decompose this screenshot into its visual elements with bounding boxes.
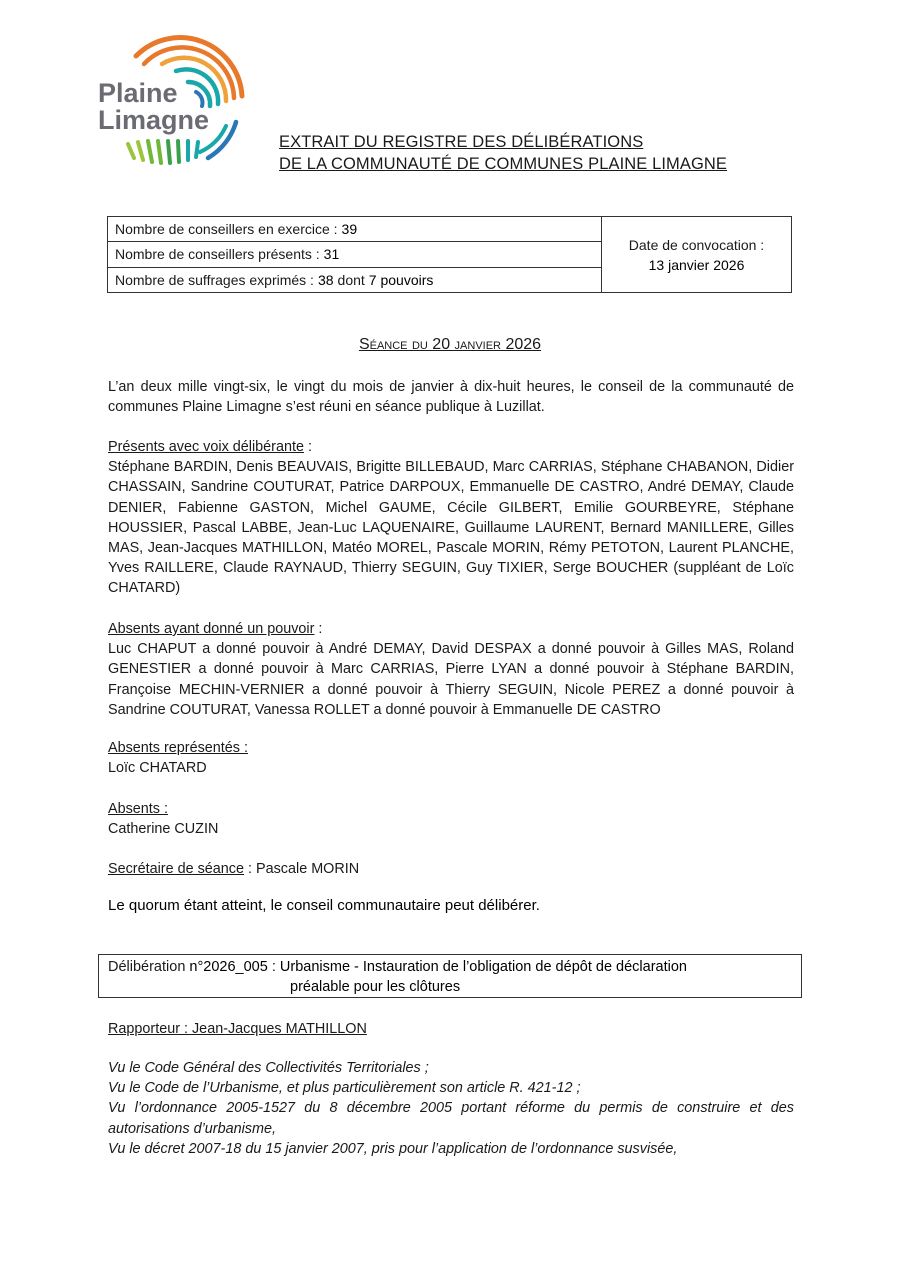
deliberation-line-1	[108, 957, 793, 977]
suffrages-label: Nombre de suffrages exprimés :	[115, 271, 314, 288]
title-line-2: DE LA COMMUNAUTÉ DE COMMUNES PLAINE LIMAGNE	[279, 155, 728, 173]
visa-item: Vu l’ordonnance 2005-1527 du 8 décembre 2005 portant réforme du permis de construire et des autorisations d’urbanisme,	[108, 1100, 794, 1137]
conseillers-exercice-row	[108, 217, 601, 242]
document-title	[279, 131, 727, 175]
rapporteur-section	[108, 1019, 794, 1039]
visa-item: Vu le Code Général des Collectivités Territoriales ;	[108, 1060, 429, 1076]
suffrages-mid: dont	[337, 271, 365, 288]
absents-pouvoir-list: Luc CHAPUT a donné pouvoir à André DEMAY, David DESPAX a donné pouvoir à Gilles MAS, Roland GENESTIER a donné pouvoir à Marc CARRIAS, Pierre LYAN a donné pouvoir à Stéphane BARDIN, Françoise MECHIN-VERNIER a donné pouvoir à Thierry SEGUIN, Nicole PEREZ a donné pouvoir à Sandrine COUTURAT, Vanessa ROLLET a donné pouvoir à Emmanuelle DE CASTRO	[108, 641, 794, 718]
deliberation-label: Délibération	[108, 959, 186, 975]
secretaire-name: : Pascale MORIN	[244, 861, 360, 877]
absents-representes-label: Absents représentés :	[108, 740, 248, 756]
council-info-table	[107, 216, 792, 293]
council-counts	[108, 217, 602, 292]
exercice-value: 39	[341, 221, 358, 238]
logo-graphic	[96, 26, 246, 171]
presents-colon: :	[303, 439, 312, 455]
presents-value: 31	[323, 246, 340, 263]
absents-label: Absents :	[108, 801, 168, 817]
exercice-label: Nombre de conseillers en exercice :	[115, 221, 338, 238]
suffrages-value: 38	[317, 271, 334, 288]
pouvoirs-value: 7 pouvoirs	[368, 271, 434, 288]
absents-pouvoir-colon: :	[314, 621, 323, 637]
visa-item: Vu le décret 2007-18 du 15 janvier 2007, pris pour l’application de l’ordonnance susvisée,	[108, 1140, 678, 1157]
absents-pouvoir-section	[108, 619, 794, 720]
plaine-limagne-logo	[96, 26, 246, 171]
deliberation-subject-2: préalable pour les clôtures	[290, 979, 461, 995]
presents-section	[108, 437, 794, 599]
quorum-statement: Le quorum étant atteint, le conseil communautaire peut délibérer.	[108, 897, 540, 914]
rapporteur-text: Rapporteur : Jean-Jacques MATHILLON	[108, 1021, 367, 1037]
convocation-label: Date de convocation :	[628, 236, 765, 253]
absents-pouvoir-label: Absents ayant donné un pouvoir	[108, 621, 315, 637]
visas-section	[108, 1058, 794, 1159]
visa-item: Vu le Code de l’Urbanisme, et plus particulièrement son article R. 421-12 ;	[108, 1080, 581, 1097]
absents-section	[108, 799, 794, 839]
absents-representes-section	[108, 738, 794, 778]
deliberation-box	[98, 954, 802, 998]
logo-text-plaine: Plaine	[98, 78, 178, 108]
suffrages-row	[108, 268, 601, 292]
presents-label: Nombre de conseillers présents :	[115, 246, 320, 263]
absents-representes-list: Loïc CHATARD	[108, 760, 207, 777]
deliberation-number: n°2026_005	[189, 959, 268, 975]
intro-paragraph: L’an deux mille vingt-six, le vingt du mois de janvier à dix-huit heures, le conseil de la communauté de communes Plaine Limagne s’est réuni en séance publique à Luzillat.	[108, 379, 794, 416]
deliberation-subject-1: Urbanisme - Instauration de l’obligation de dépôt de déclaration	[279, 959, 687, 975]
title-line-1: EXTRAIT DU REGISTRE DES DÉLIBÉRATIONS	[279, 133, 644, 151]
presents-list: Stéphane BARDIN, Denis BEAUVAIS, Brigitte BILLEBAUD, Marc CARRIAS, Stéphane CHABANON, Didier CHASSAIN, Sandrine COUTURAT, Patrice DARPOUX, Emmanuelle DE CASTRO, André DEMAY, Claude DENIER, Fabienne GASTON, Michel GAUME, Cécile GILBERT, Emilie GOURBEYRE, Stéphane HOUSSIER, Pascal LABBE, Jean-Luc LAQUENAIRE, Guillaume LAURENT, Bernard MANILLERE, Gilles MAS, Jean-Jacques MATHILLON, Matéo MOREL, Pascale MORIN, Rémy PETOTON, Laurent PLANCHE, Yves RAILLERE, Claude RAYNAUD, Thierry SEGUIN, Guy TIXIER, Serge BOUCHER (suppléant de Loïc CHATARD)	[108, 459, 794, 597]
absents-list: Catherine CUZIN	[108, 821, 219, 838]
conseillers-presents-row	[108, 242, 601, 267]
seance-title: Séance du 20 janvier 2026	[358, 336, 542, 353]
deliberation-sep: :	[267, 959, 280, 975]
secretaire-label: Secrétaire de séance	[108, 861, 244, 877]
presents-label: Présents avec voix délibérante	[108, 439, 304, 455]
logo-text-limagne: Limagne	[98, 105, 210, 135]
convocation-cell	[602, 217, 791, 292]
secretaire-section	[108, 859, 794, 879]
convocation-date: 13 janvier 2026	[648, 256, 745, 273]
